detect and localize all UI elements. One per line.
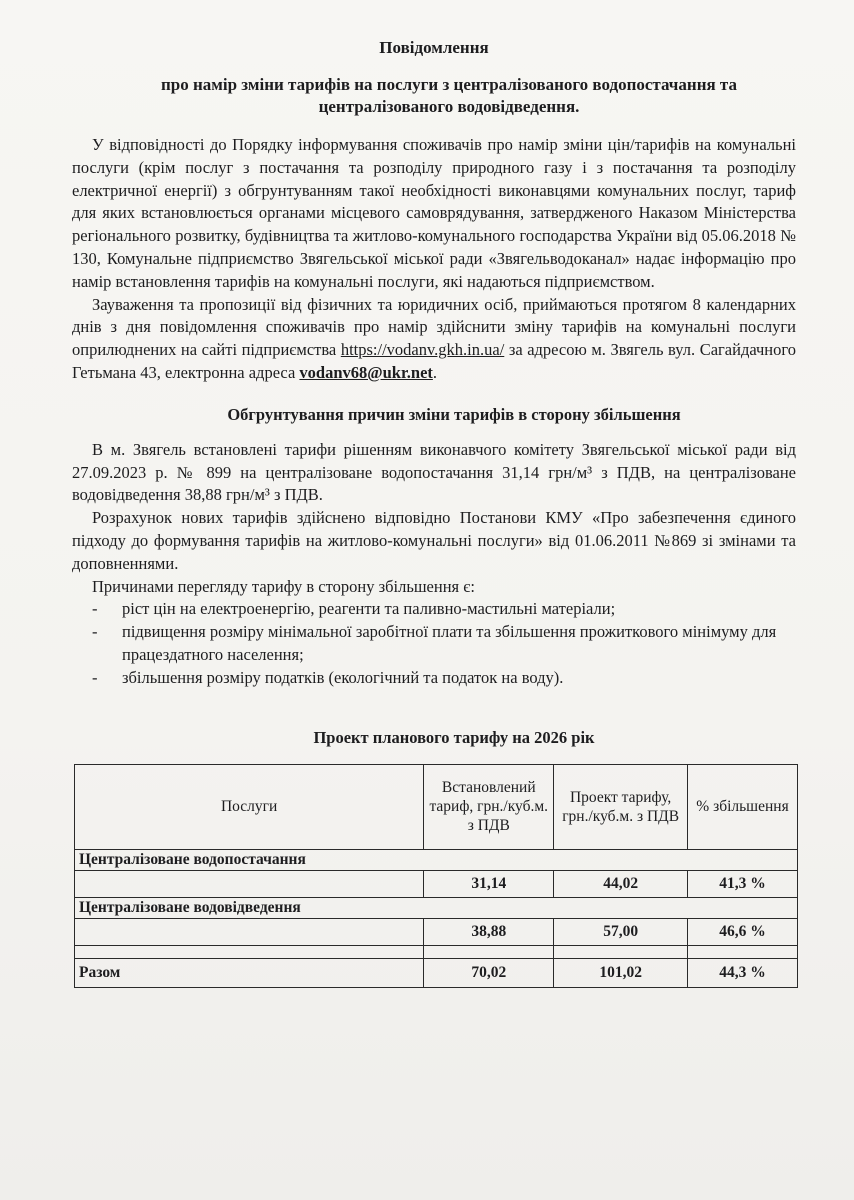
table-row bbox=[75, 945, 798, 958]
empty-cell bbox=[554, 945, 688, 958]
list-item bbox=[72, 667, 796, 690]
empty-cell bbox=[424, 945, 554, 958]
sewerage-increase: 46,6 % bbox=[688, 918, 798, 945]
feedback-paragraph bbox=[72, 294, 796, 385]
website-link[interactable]: https://vodanv.gkh.in.ua/ bbox=[340, 340, 505, 360]
empty-cell bbox=[75, 945, 424, 958]
water-current: 31,14 bbox=[424, 870, 554, 897]
table-row bbox=[75, 958, 798, 987]
total-increase: 44,3 % bbox=[688, 958, 798, 987]
table-row bbox=[75, 897, 798, 918]
document-subtitle: про намір зміни тарифів на послуги з централізованого водопостачання та централізованого водовідведення. bbox=[161, 75, 737, 116]
reasons-intro: Причинами перегляду тарифу в сторону збільшення є: bbox=[92, 576, 475, 596]
intro-paragraph: У відповідності до Порядку інформування споживачів про намір зміни цін/тарифів на комунальні послуги (крім послуг з постачання та розподілу природного газу і з постачання та розподілу електричної енергії) з обгрунтуванням такої необхідності виконавцями комунальних послуг, тариф для яких встановлюється органами місцевого самоврядування, затвердженого Наказом Міністерства регіонального розвитку, будівництва та житлово-комунального господарства України від 05.06.2018 № 130, Комунальне підприємство Звягельської міської ради «Звягельводоканал» надає інформацію про намір встановлення тарифів на комунальні послуги, які надаються підприємством. bbox=[72, 135, 796, 291]
current-tariffs-paragraph: В м. Звягель встановлені тарифи рішенням виконавчого комітету Звягельської міської ради від 27.09.2023 р. № 899 на централізоване водопостачання 31,14 грн/м³ з ПДВ, на централізоване водовідведення 38,88 грн/м³ з ПДВ. bbox=[72, 439, 796, 505]
document-title: Повідомлення bbox=[379, 38, 489, 57]
total-proposed: 101,02 bbox=[554, 958, 688, 987]
calculation-paragraph: Розрахунок нових тарифів здійснено відповідно Постанови КМУ «Про забезпечення єдиного підходу до формування тарифів на житлово-комунальні послуги» від 01.06.2011 №869 зі змінами та доповненнями. bbox=[72, 508, 796, 573]
group-water-supply: Централізоване водопостачання bbox=[75, 849, 798, 870]
table-header-row bbox=[75, 764, 798, 849]
reason-text: збільшення розміру податків (екологічний та податок на воду). bbox=[122, 667, 564, 687]
sewerage-proposed: 57,00 bbox=[554, 918, 688, 945]
total-label: Разом bbox=[75, 958, 424, 987]
reason-text: підвищення розміру мінімальної заробітної плати та збільшення прожиткового мінімуму для працездатного населення; bbox=[122, 622, 777, 664]
list-item bbox=[72, 598, 796, 621]
email-link[interactable]: vodanv68@ukr.net bbox=[299, 362, 433, 382]
dash-bullet: - bbox=[92, 599, 98, 619]
water-increase: 41,3 % bbox=[688, 870, 798, 897]
dash-bullet: - bbox=[92, 667, 98, 687]
address-text: за адресою м. Звягель вул. Сагайдачного Гетьмана 43, електронна адреса bbox=[72, 340, 796, 382]
total-current: 70,02 bbox=[424, 958, 554, 987]
water-proposed: 44,02 bbox=[554, 870, 688, 897]
feedback-text: Зауваження та пропозиції від фізичних та юридичних осіб, приймаються протягом 8 календарних днів з дня повідомлення споживачів про намір здійснити зміну тарифів на комунальні послуги оприлюднених на сайті підприємства bbox=[72, 294, 796, 360]
dash-bullet: - bbox=[92, 622, 98, 642]
table-row bbox=[75, 918, 798, 945]
header-proposed-tariff: Проект тарифу, грн./куб.м. з ПДВ bbox=[554, 764, 688, 849]
header-current-tariff: Встановлений тариф, грн./куб.м. з ПДВ bbox=[424, 764, 554, 849]
table-title: Проект планового тарифу на 2026 рік bbox=[313, 727, 595, 747]
header-services: Послуги bbox=[75, 764, 424, 849]
reason-text: ріст цін на електроенергію, реагенти та паливно-мастильні матеріали; bbox=[122, 599, 616, 619]
sewerage-current: 38,88 bbox=[424, 918, 554, 945]
table-row bbox=[75, 849, 798, 870]
reasons-list bbox=[72, 598, 796, 689]
tariff-table bbox=[74, 764, 798, 988]
table-row bbox=[75, 870, 798, 897]
empty-cell bbox=[75, 870, 424, 897]
empty-cell bbox=[688, 945, 798, 958]
list-item bbox=[72, 621, 796, 667]
empty-cell bbox=[75, 918, 424, 945]
header-increase: % збільшення bbox=[688, 764, 798, 849]
group-sewerage: Централізоване водовідведення bbox=[75, 897, 798, 918]
feedback-end: . bbox=[432, 362, 438, 382]
section-title: Обгрунтування причин зміни тарифів в сторону збільшення bbox=[227, 404, 681, 424]
